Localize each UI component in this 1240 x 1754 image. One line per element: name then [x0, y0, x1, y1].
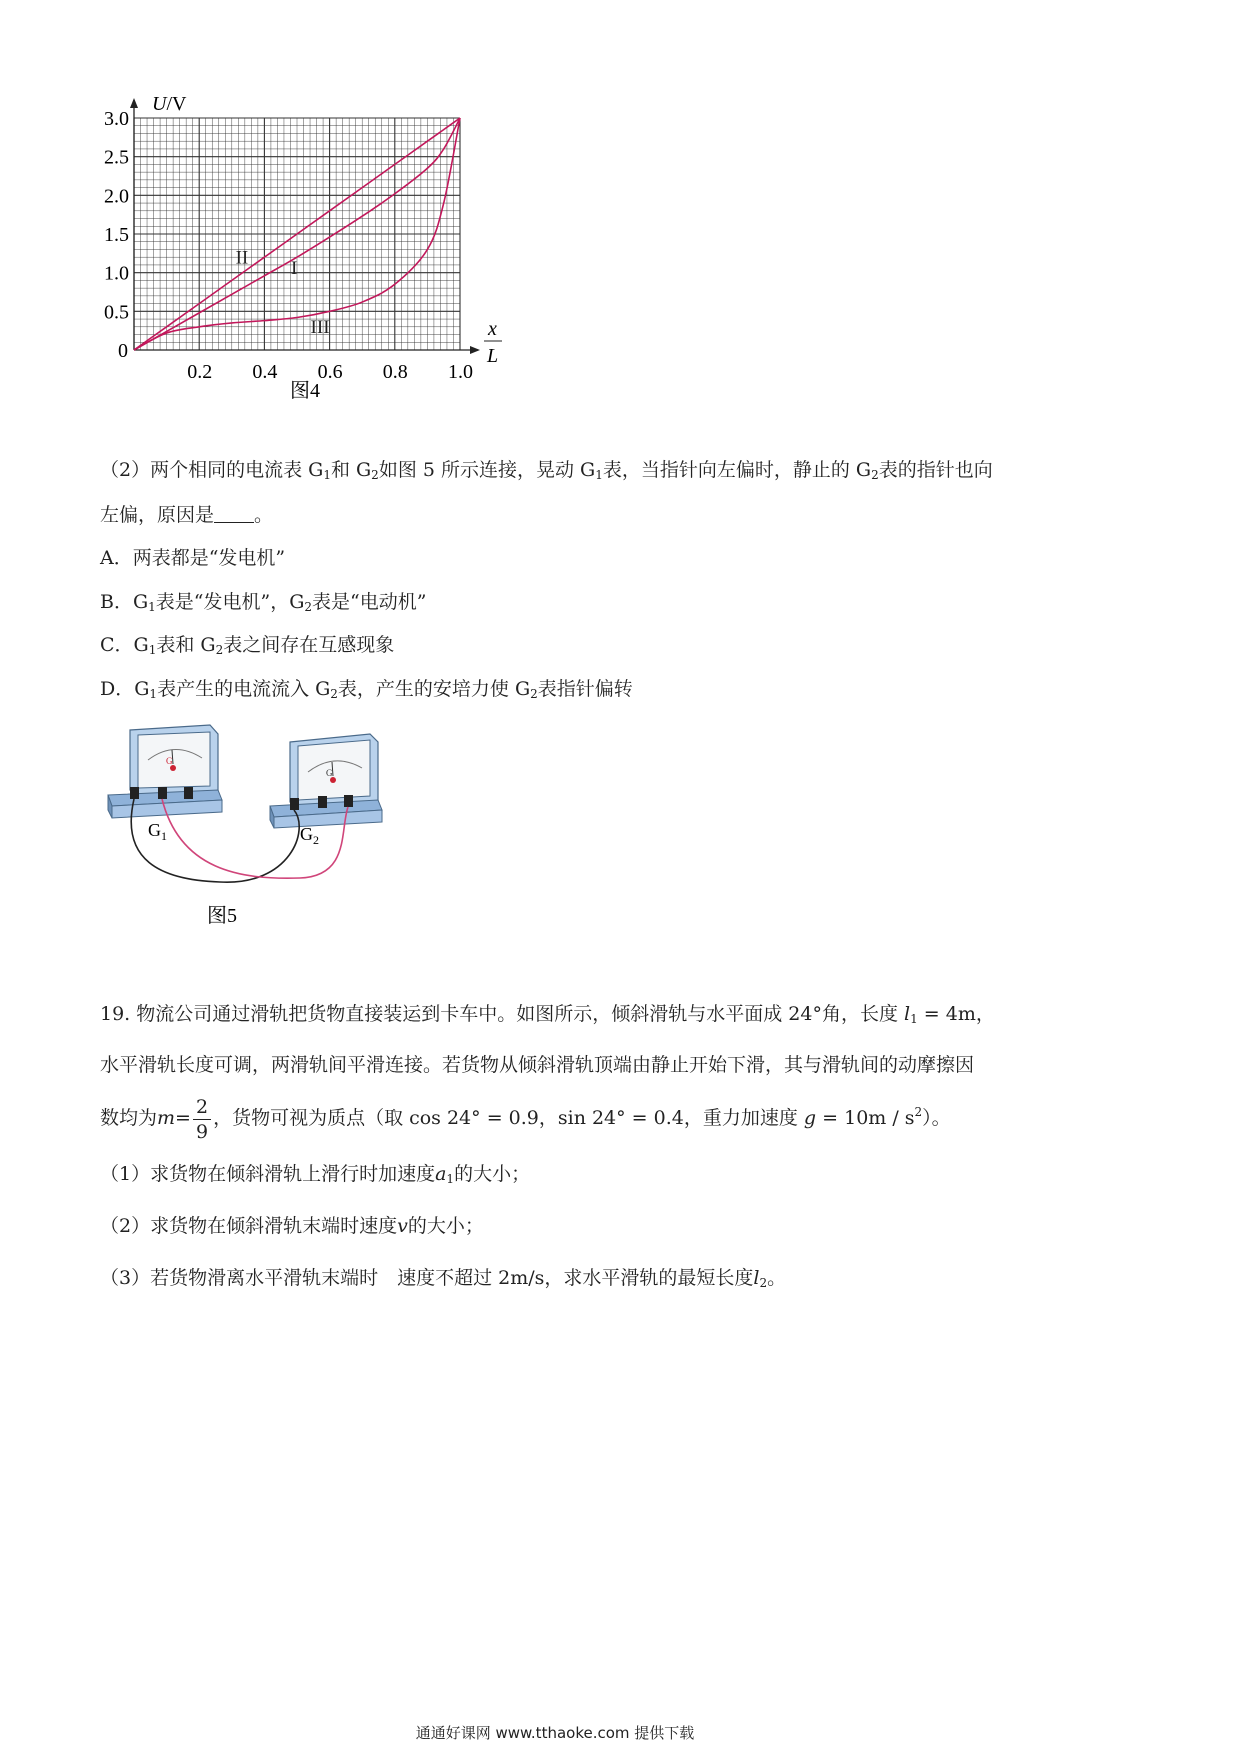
figure-4-chart	[100, 95, 570, 455]
terminal-icon	[344, 795, 353, 807]
friction-fraction: $\frac{2}{9}$	[193, 1095, 211, 1144]
option-c: C．$G_1$表和 $G_2$表之间存在互感现象	[100, 634, 395, 657]
galvanometer-g2	[270, 734, 382, 828]
option-d: D．$G_1$表产生的电流流入 $G_2$表，产生的安培力使 $G_2$表指针偏转	[100, 678, 633, 701]
svg-text:G: G	[166, 756, 173, 766]
page-footer: 通通好课网 www.tthaoke.com 提供下载	[415, 1724, 695, 1742]
q19-part-2: （2）求货物在倾斜滑轨末端时速度v的大小；	[100, 1215, 484, 1237]
y-tick-label: 2.5	[104, 146, 129, 169]
svg-text:G: G	[326, 768, 333, 778]
x-tick-label: 0.6	[317, 361, 343, 383]
q19-line-3: 数均为m= $\frac{2}{9}$ ，货物可视为质点（取 cos 24° = 0.9，sin 24° = 0.4，重力加速度 $g = 10m / s^2$）。	[100, 1095, 951, 1143]
chart-ticks	[104, 108, 473, 383]
y-tick-label: 1.0	[104, 262, 129, 285]
answer-blank[interactable]	[214, 504, 254, 523]
q19-part-3: （3）若货物滑离水平滑轨末端时 速度不超过 2m/s，求水平滑轨的最短长度$l_2$。	[100, 1267, 787, 1290]
chart-caption: 图4	[290, 380, 320, 402]
y-axis-label: U/V	[152, 95, 187, 115]
x-tick-label: 0.8	[382, 361, 408, 383]
x-tick-label: 0.4	[252, 361, 278, 383]
terminal-icon	[184, 787, 193, 799]
x-tick-label: 1.0	[448, 361, 473, 383]
x-axis-label-numerator: x	[488, 318, 497, 340]
curve-label-I: I	[291, 258, 298, 280]
y-axis-arrow-icon	[130, 98, 138, 108]
terminal-icon	[130, 787, 139, 799]
y-tick-label: 0.5	[104, 301, 129, 324]
terminal-icon	[158, 787, 167, 799]
q2-line-2: 左偏，原因是 。	[100, 504, 274, 526]
y-tick-label: 3.0	[104, 108, 129, 130]
x-tick-label: 0.2	[187, 361, 213, 383]
x-axis-label-denominator: L	[487, 345, 499, 367]
option-a: A．两表都是“发电机”	[100, 547, 286, 569]
terminal-icon	[290, 798, 299, 810]
curve-label-III: III	[310, 316, 330, 338]
figure-5-illustration	[100, 720, 430, 935]
y-tick-label: 1.5	[104, 224, 129, 246]
q19-part-1: （1）求货物在倾斜滑轨上滑行时加速度$a_1$的大小；	[100, 1163, 531, 1186]
q2-line-1: （2）两个相同的电流表 $G_1$和 $G_2$如图 5 所示连接，晃动 $G_1$表，当指针向左偏时，静止的 $G_2$表的指针也向	[100, 459, 993, 482]
terminal-icon	[318, 796, 327, 808]
q19-line-1: 19. 物流公司通过滑轨把货物直接装运到卡车中。如图所示，倾斜滑轨与水平面成 24°角，长度 $l_1 = 4m$，	[100, 1003, 995, 1026]
origin-label: 0	[118, 340, 128, 362]
figure-5-caption: 图5	[207, 905, 237, 927]
x-axis-arrow-icon	[470, 346, 480, 354]
g1-label: $G_1$	[148, 820, 167, 843]
curve-label-II: II	[235, 247, 249, 269]
g2-label: $G_2$	[300, 824, 319, 847]
q19-line-2: 水平滑轨长度可调，两滑轨间平滑连接。若货物从倾斜滑轨顶端由静止开始下滑，其与滑轨间的动摩擦因	[100, 1054, 975, 1076]
galvanometer-g1	[108, 725, 222, 818]
y-tick-label: 2.0	[104, 185, 129, 208]
option-b: B．$G_1$表是“发电机”，$G_2$表是“电动机”	[100, 591, 427, 614]
